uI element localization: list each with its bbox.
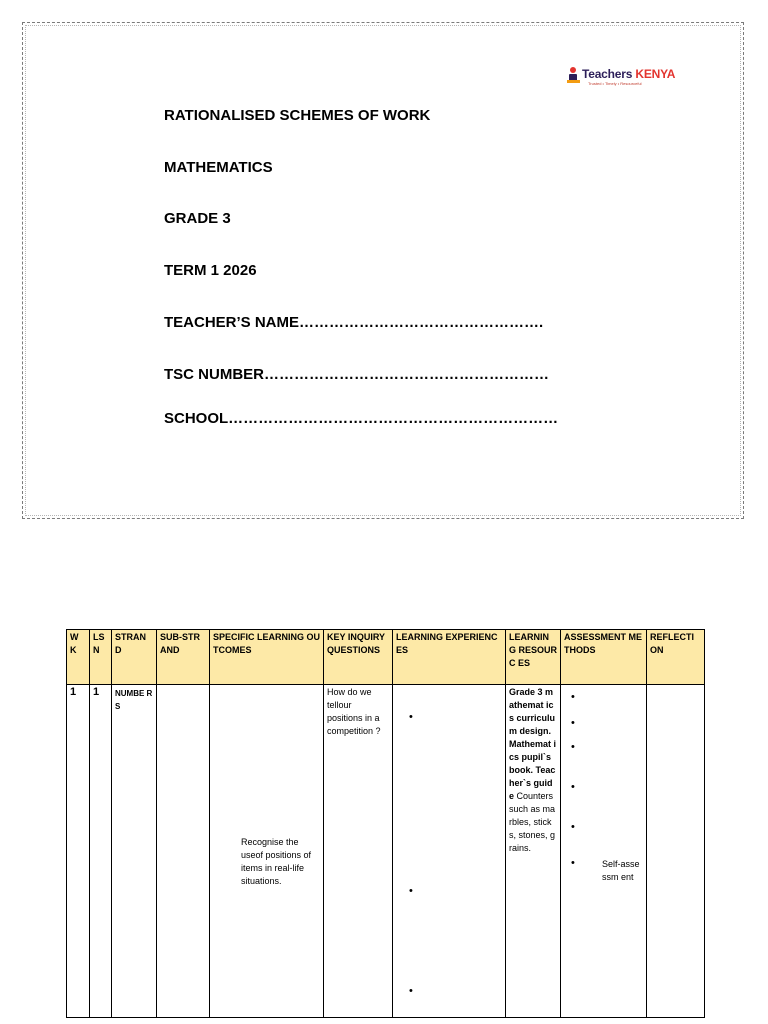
strand-text: NUMBE RS (115, 689, 153, 711)
schemes-of-work-table (66, 629, 705, 1018)
cell-outcomes (210, 685, 324, 1018)
school-line: SCHOOL………………………………………………………… (164, 410, 559, 427)
lesson-number: 1 (93, 686, 100, 698)
document-title: RATIONALISED SCHEMES OF WORK (164, 107, 431, 124)
experience-bullet: • (409, 711, 413, 723)
outcome-text: Recognise the useof positions of items in real-life situations. (241, 837, 312, 886)
assessment-bullet: • (571, 781, 575, 793)
header-sub-strand: SUB-STRAND (157, 630, 210, 685)
grade-line: GRADE 3 (164, 210, 231, 227)
assessment-bullet: • (571, 717, 575, 729)
table-header-row (67, 630, 705, 685)
logo-brand-kenya: KENYA (635, 67, 676, 81)
table-row (67, 685, 705, 1018)
header-week: W K (67, 630, 90, 685)
logo-brand-text (582, 67, 675, 81)
cell-lesson (90, 685, 112, 1018)
resources-normal-text: Counters such as marbles, sticks, stones, grains. (509, 791, 556, 853)
cell-learning-resources (506, 685, 561, 1018)
cover-page-frame (22, 22, 744, 519)
header-assessment-methods: ASSESSMENT METHODS (561, 630, 647, 685)
subject-line: MATHEMATICS (164, 159, 273, 176)
cell-reflection (647, 685, 705, 1018)
cell-inquiry-question (324, 685, 393, 1018)
header-outcomes: SPECIFIC LEARNING OUTCOMES (210, 630, 324, 685)
self-assessment-text: Self-assessm ent (602, 859, 640, 882)
cell-week (67, 685, 90, 1018)
term-line: TERM 1 2026 (164, 262, 257, 279)
resources-bold-text: Grade 3 mathemat ics curriculu m design. Mathemat ics pupil`s book. Teacher`s guide (509, 687, 557, 801)
header-inquiry-questions: KEY INQUIRY QUESTIONS (324, 630, 393, 685)
header-learning-experiences: LEARNING EXPERIENCES (393, 630, 506, 685)
assessment-bullet: • (571, 821, 575, 833)
cell-sub-strand (157, 685, 210, 1018)
teachers-kenya-logo (566, 66, 676, 88)
cell-learning-experiences (393, 685, 506, 1018)
logo-tagline: Trusted • Timely • Resourceful (588, 81, 642, 86)
cell-assessment-methods (561, 685, 647, 1018)
week-number: 1 (70, 686, 77, 698)
inquiry-question-text: How do we tellour positions in a competition ? (327, 687, 381, 736)
tsc-number-line: TSC NUMBER………………………………………………… (164, 366, 549, 383)
cell-strand (112, 685, 157, 1018)
experience-bullet: • (409, 885, 413, 897)
assessment-bullet: • (571, 741, 575, 753)
header-lesson: LS N (90, 630, 112, 685)
logo-brand-teachers: Teachers (582, 67, 633, 81)
experience-bullet: • (409, 985, 413, 997)
teacher-name-line: TEACHER’S NAME…………………………………………. (164, 314, 544, 331)
header-reflection: REFLECTI ON (647, 630, 705, 685)
assessment-bullet: • (571, 691, 575, 703)
teacher-figure-icon (566, 66, 581, 86)
assessment-bullet: • (571, 857, 575, 869)
header-strand: STRAN D (112, 630, 157, 685)
header-learning-resources: LEARNIN G RESOURC ES (506, 630, 561, 685)
